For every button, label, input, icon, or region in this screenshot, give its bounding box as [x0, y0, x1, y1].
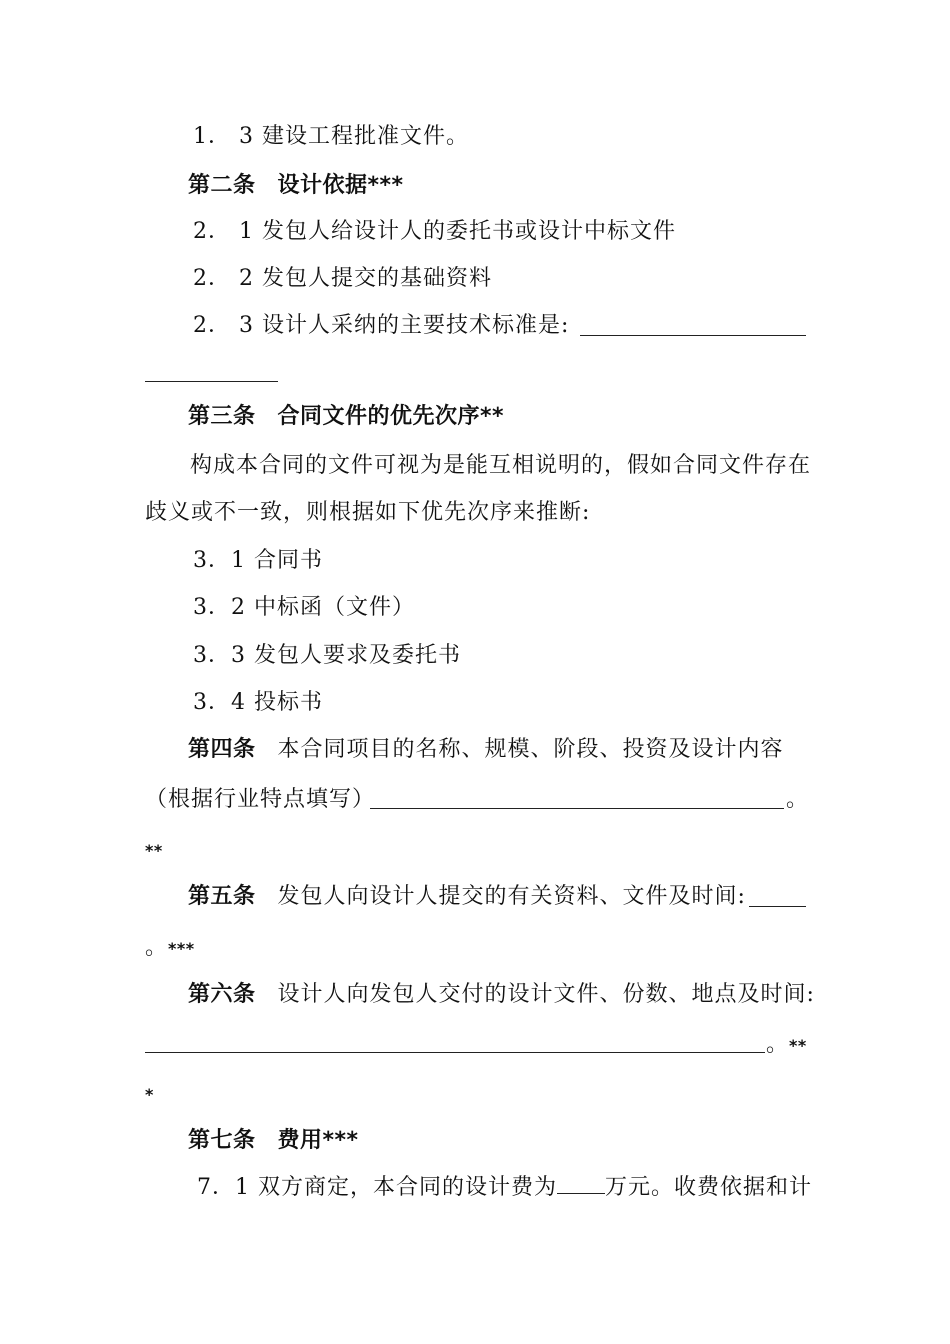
article-7-heading: [188, 1126, 359, 1156]
article-2-name: 设计依据: [277, 173, 368, 198]
article-4-title: 第四条: [188, 737, 256, 762]
article-6-line2: [766, 1030, 807, 1061]
fee-blank: [557, 1173, 605, 1194]
blank-line: [145, 1052, 765, 1053]
article-3-name: 合同文件的优先次序: [277, 404, 481, 429]
item-3-3: 3．3 发包人要求及委托书: [193, 643, 461, 668]
article-5-line2: [145, 933, 195, 964]
article-3-heading: [188, 402, 504, 432]
article-6-mark2: *: [145, 1085, 154, 1104]
blank-line: [580, 335, 806, 336]
article-5-end: 。: [145, 935, 169, 960]
blank-line: [370, 808, 784, 809]
article-4-end: 。: [786, 787, 810, 812]
article-5-text: 发包人向设计人提交的有关资料、文件及时间:: [277, 884, 746, 909]
article-4-line1: [188, 735, 784, 765]
article-2-title: 第二条: [188, 173, 256, 198]
blank-line: [749, 906, 806, 907]
article-6-line1: [188, 980, 815, 1010]
item-2-3: [193, 311, 569, 341]
article-7-mark: ***: [322, 1128, 359, 1153]
item-2-1: 2． 1 发包人给设计人的委托书或设计中标文件: [193, 219, 676, 244]
article-6-title: 第六条: [188, 982, 256, 1007]
blank-line: [145, 381, 278, 382]
article-6-end: 。: [766, 1032, 790, 1057]
article-7-title: 第七条: [188, 1128, 256, 1153]
item-2-3-text: 2． 3 设计人采纳的主要技术标准是:: [193, 313, 570, 338]
item-3-2: 3．2 中标函（文件）: [193, 595, 415, 620]
item-3-4: 3．4 投标书: [193, 690, 323, 715]
article-3-mark: **: [480, 404, 505, 429]
article-6-mark: **: [789, 1036, 807, 1055]
article-5-mark: ***: [168, 939, 195, 958]
item-1-3: 1． 3 建设工程批准文件。: [193, 124, 469, 149]
item-7-1-text-a: 7．1 双方商定，本合同的设计费为: [197, 1175, 557, 1200]
article-6-text: 设计人向发包人交付的设计文件、份数、地点及时间:: [277, 982, 815, 1007]
article-4-mark: **: [145, 841, 163, 860]
item-2-2: 2． 2 发包人提交的基础资料: [193, 266, 492, 291]
article-2-mark: ***: [367, 173, 404, 198]
article-3-title: 第三条: [188, 404, 256, 429]
article-4-text2: （根据行业特点填写）: [145, 787, 376, 812]
article-5-line1: [188, 882, 746, 912]
article-4-line2: [145, 785, 375, 815]
article-2-heading: [188, 171, 404, 201]
article-3-paragraph-line1: 构成本合同的文件可视为是能互相说明的，假如合同文件存在: [190, 453, 812, 478]
item-3-1: 3．1 合同书: [193, 548, 323, 573]
item-7-1: [197, 1173, 812, 1203]
item-7-1-text-b: 万元。收费依据和计: [605, 1175, 813, 1200]
article-7-name: 费用: [277, 1128, 323, 1153]
article-4-text: 本合同项目的名称、规模、阶段、投资及设计内容: [277, 737, 784, 762]
article-3-paragraph-line2: 歧义或不一致，则根据如下优先次序来推断:: [145, 500, 591, 525]
article-5-title: 第五条: [188, 884, 256, 909]
